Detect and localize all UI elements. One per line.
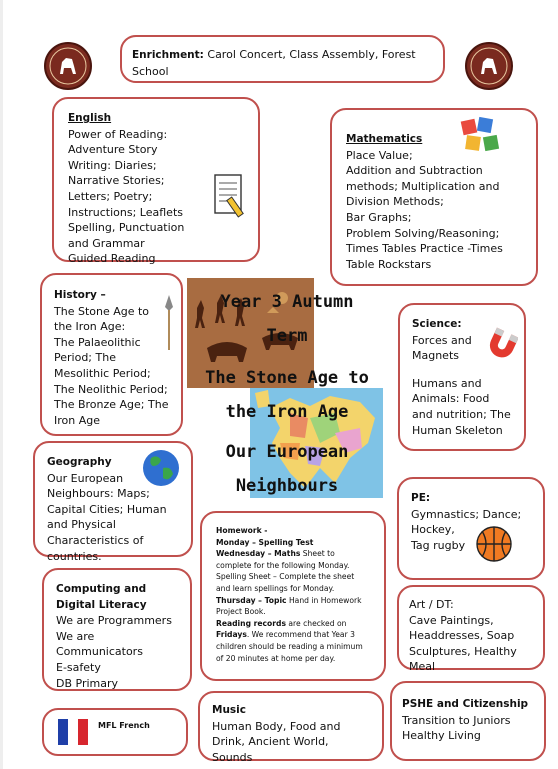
art-heading: Art / DT:	[409, 598, 454, 611]
math-line: Place Value;	[346, 148, 413, 162]
globe-icon	[141, 448, 181, 488]
english-line: Guided Reading	[68, 252, 156, 266]
geography-box	[33, 441, 193, 563]
page-edge	[0, 0, 3, 769]
pshe-heading: PSHE and Citizenship	[402, 698, 529, 710]
mathematics-heading: Mathematics	[346, 133, 423, 145]
enrichment-text: Carol Concert, Class Assembly, Forest School	[132, 48, 416, 78]
homework-thursday-text: Hand in Homework Project Book.	[216, 595, 362, 617]
geography-heading: Geography	[47, 456, 112, 468]
pe-line: Hockey,	[411, 523, 455, 537]
pe-box	[397, 477, 545, 580]
english-line: Spelling, Punctuation and Grammar	[68, 221, 185, 250]
history-line: The Stone Age to the Iron Age:	[54, 304, 150, 334]
mfl-label: MFL French	[98, 721, 150, 730]
pe-line: Gymnastics; Dance;	[411, 507, 522, 521]
homework-monday: Monday – Spelling Test	[216, 537, 314, 547]
homework-thursday-label: Thursday – Topic	[216, 595, 287, 605]
reading-records-fridays: Fridays	[216, 630, 247, 640]
pencil-paper-icon	[212, 171, 248, 219]
school-crest-icon	[465, 42, 513, 90]
science-line: Forces and Magnets	[412, 333, 472, 363]
math-line: Times Tables Practice -Times Table Rockstars	[346, 242, 503, 271]
geography-text: Our European Neighbours: Maps; Capital Cities; Human and Physical Characteristics of countries.	[47, 471, 167, 563]
reading-records-mid: are checked on	[288, 618, 347, 628]
pe-heading: PE:	[411, 492, 431, 504]
reading-records-label: Reading records	[216, 618, 286, 628]
school-crest-icon	[44, 42, 92, 90]
math-line: Problem Solving/Reasoning;	[346, 226, 500, 240]
history-line: The Palaeolithic Period; The Mesolithic Period; The Neolithic Period; The Bronze Age; The Iron Age	[54, 335, 169, 427]
reading-records-text: . We recommend that Year 3 children should be reading a minimum of 20 minutes at home per day.	[216, 630, 363, 663]
math-line: Addition and Subtraction methods; Multiplication and Division Methods;	[346, 164, 500, 209]
english-line: Power of Reading: Adventure Story	[68, 127, 168, 157]
english-box	[52, 97, 260, 266]
pe-line: Tag rugby	[411, 538, 466, 552]
history-box	[40, 273, 183, 436]
computing-line: We are Communicators	[56, 629, 143, 659]
homework-box	[200, 511, 386, 681]
english-line: Writing: Diaries; Narrative Stories; Letters; Poetry; Instructions; Leaflets	[68, 158, 183, 219]
title-line: Year 3 Autumn	[220, 292, 354, 312]
homework-heading: Homework -	[216, 526, 268, 535]
computing-line: We are Programmers	[56, 614, 172, 628]
computing-line: E-safety	[56, 660, 101, 674]
science-heading: Science:	[412, 318, 462, 330]
math-blocks-icon	[460, 116, 504, 158]
title-line: the Iron Age	[225, 402, 349, 422]
computing-heading: Computing and Digital Literacy	[56, 583, 147, 611]
science-line: Humans and Animals: Food and nutrition; The Human Skeleton	[412, 376, 511, 437]
title-line: The Stone Age to	[205, 368, 369, 388]
art-text: Cave Paintings, Headdresses, Soap Sculptures, Healthy Meal	[409, 613, 517, 674]
title-line: Our European	[225, 442, 349, 462]
enrichment-box	[120, 35, 445, 83]
magnet-icon	[484, 327, 518, 363]
pshe-line: Healthy Living	[402, 729, 481, 743]
french-flag-icon	[58, 719, 88, 745]
history-heading: History –	[54, 289, 106, 301]
music-box	[198, 691, 384, 764]
mathematics-box	[330, 108, 538, 286]
computing-box	[42, 568, 192, 691]
homework-wednesday-text: Sheet to complete for the following Monday. Spelling Sheet – Complete the sheet and learn spellings for Monday.	[216, 549, 355, 593]
enrichment-label: Enrichment:	[132, 49, 204, 61]
math-line: Bar Graphs;	[346, 210, 412, 224]
computing-line: DB Primary	[56, 676, 119, 690]
mfl-box	[42, 708, 188, 756]
music-text: Human Body, Food and Drink, Ancient World, Sounds	[212, 719, 341, 764]
english-heading: English	[68, 112, 112, 124]
art-box	[397, 585, 545, 674]
basketball-icon	[475, 525, 513, 563]
science-box	[398, 303, 526, 451]
homework-wednesday-label: Wednesday – Maths	[216, 549, 301, 559]
title-line: Term	[266, 326, 308, 346]
pshe-line: Transition to Juniors	[402, 713, 511, 727]
pshe-box	[390, 681, 546, 761]
music-heading: Music	[212, 704, 246, 716]
title-line: Neighbours	[235, 476, 339, 496]
spear-icon	[162, 295, 176, 351]
